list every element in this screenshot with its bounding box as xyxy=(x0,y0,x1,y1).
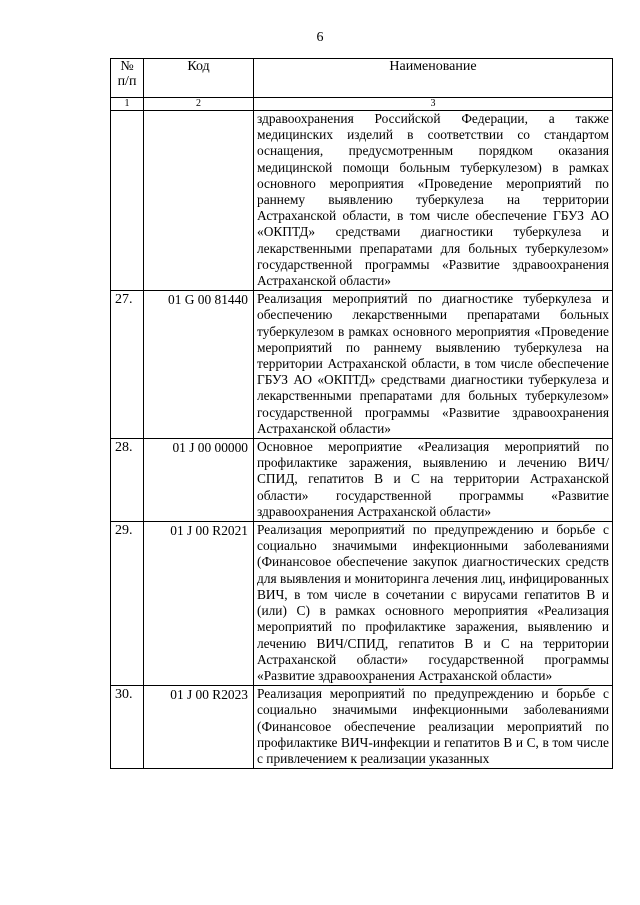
table-row xyxy=(111,439,613,522)
row-number: 30. xyxy=(111,686,144,769)
row-number xyxy=(111,111,144,291)
column-index: 3 xyxy=(254,98,613,111)
table-row xyxy=(111,686,613,769)
row-name: Реализация мероприятий по предупреждению и борьбе с социально значимыми инфекционными заболеваниями (Финансовое обеспечение реализации мероприятий по профилактике ВИЧ-инфекции и гепатитов В и С, в том числе с привлечением к реализации указанных xyxy=(254,686,613,769)
table-header-row xyxy=(111,59,613,98)
row-code: 01 G 00 81440 xyxy=(144,291,254,439)
table-row xyxy=(111,522,613,686)
header-num: № п/п xyxy=(111,59,144,98)
row-number: 28. xyxy=(111,439,144,522)
row-number: 27. xyxy=(111,291,144,439)
row-code xyxy=(144,111,254,291)
row-name: здравоохранения Российской Федерации, а также медицинских изделий в соответствии со стандартом оснащения, предусмотренным порядком оказания медицинской помощи больным туберкулезом) в рамках основного мероприятия «Проведение мероприятий по раннему выявлению туберкулеза на территории Астраханской области, в том числе обеспечение ГБУЗ АО «ОКПТД» средствами диагностики туберкулеза и лекарственными препаратами для больных туберкулезом» государственной программы «Развитие здравоохранения Астраханской области» xyxy=(254,111,613,291)
row-name: Основное мероприятие «Реализация мероприятий по профилактике заражения, выявлению и лечению ВИЧ/СПИД, гепатитов В и С на территории Астраханской области» государственной программы «Развитие здравоохранения Астраханской области» xyxy=(254,439,613,522)
page-number: 6 xyxy=(316,30,324,45)
row-code: 01 J 00 00000 xyxy=(144,439,254,522)
table-row xyxy=(111,111,613,291)
column-index: 1 xyxy=(111,98,144,111)
row-code: 01 J 00 R2023 xyxy=(144,686,254,769)
row-name: Реализация мероприятий по диагностике туберкулеза и обеспечению лекарственными препаратами больных туберкулезом в рамках основного мероприятия «Проведение мероприятий по раннему выявлению туберкулеза на территории Астраханской области, в том числе обеспечение ГБУЗ АО «ОКПТД» средствами диагностики туберкулеза и лекарственными препаратами для больных туберкулезом» государственной программы «Развитие здравоохранения Астраханской области» xyxy=(254,291,613,439)
header-name: Наименование xyxy=(254,59,613,98)
row-name: Реализация мероприятий по предупреждению и борьбе с социально значимыми инфекционными заболеваниями (Финансовое обеспечение закупок диагностических средств для выявления и мониторинга лечения лиц, инфицированных ВИЧ, в том числе в сочетании с вирусами гепатитов В и (или) С) в рамках основного мероприятия «Реализация мероприятий по профилактике заражения, выявлению и лечению ВИЧ/СПИД, гепатитов В и С на территории Астраханской области» государственной программы «Развитие здравоохранения Астраханской области» xyxy=(254,522,613,686)
table-row xyxy=(111,291,613,439)
header-code: Код xyxy=(144,59,254,98)
row-code: 01 J 00 R2021 xyxy=(144,522,254,686)
column-index: 2 xyxy=(144,98,254,111)
column-index-row xyxy=(111,98,613,111)
codes-table xyxy=(110,58,613,769)
row-number: 29. xyxy=(111,522,144,686)
